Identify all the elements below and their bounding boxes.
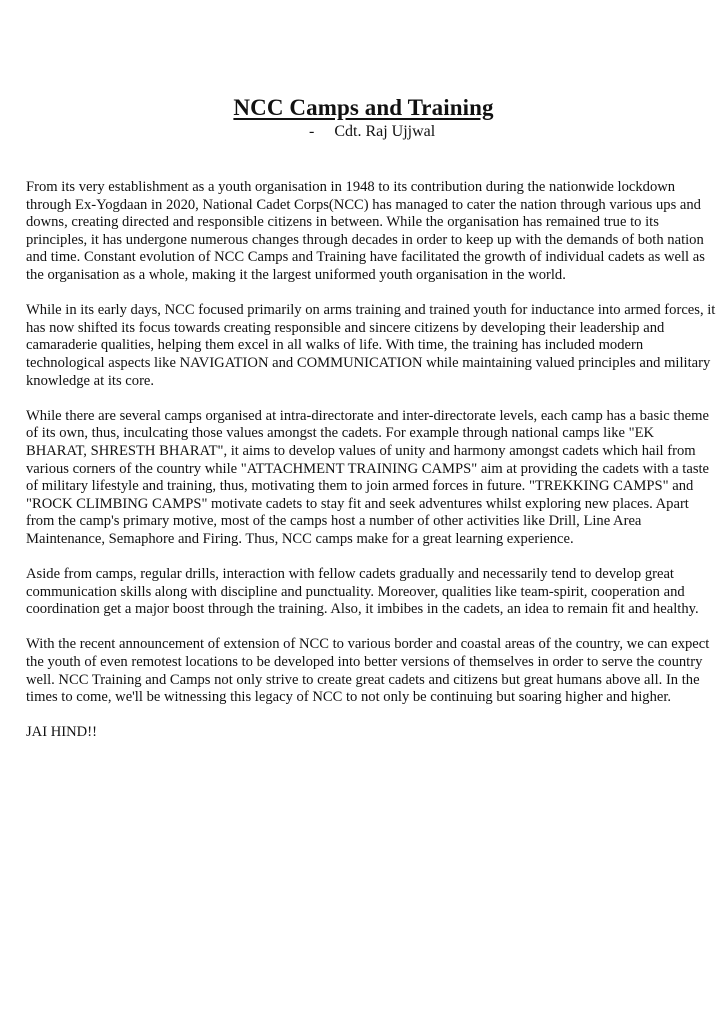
paragraph-drills: Aside from camps, regular drills, interaction with fellow cadets gradually and necessarily tend to develop great communication skills along with discipline and punctuality. Moreover, qualities like team-spirit, cooperation and coordination get a major boost through the training. Also, it imbibes in the cadets, an idea to remain fit and healthy. <box>26 566 699 618</box>
paragraph-intro: From its very establishment as a youth organisation in 1948 to its contribution during the nationwide lockdown through Ex-Yogdaan in 2020, National Cadet Corps(NCC) has managed to cater the nation through various ups and downs, creating directed and responsible citizens in between. While the organisation has remained true to its principles, it has undergone numerous changes through decades in order to keep up with the demands of both nation and time. Constant evolution of NCC Camps and Training have facilitated the growth of individual cadets as well as the organisation as a whole, making it the largest uniformed youth organisation in the world. <box>26 179 705 283</box>
document-title: NCC Camps and Training <box>233 95 494 120</box>
paragraph-extension: With the recent announcement of extension of NCC to various border and coastal areas of the country, we can expect the youth of even remotest locations to be developed into better versions of themselves in order to serve the country well. NCC Training and Camps not only strive to create great cadets and citizens but great humans above all. In the times to come, we'll be witnessing this legacy of NCC to not only be continuing but soaring higher and higher. <box>26 636 710 706</box>
closing-line: JAI HIND!! <box>26 724 97 741</box>
document-body <box>26 179 716 760</box>
paragraph-early-days: While in its early days, NCC focused primarily on arms training and trained youth for inductance into armed forces, it has now shifted its focus towards creating responsible and sincere citizens by developing their leadership and camaraderie qualities, helping them excel in all walks of life. With time, the training has included modern technological aspects like NAVIGATION and COMMUNICATION while maintaining valued principles and military knowledge at its core. <box>26 302 716 389</box>
paragraph-camps: While there are several camps organised at intra-directorate and inter-directorate levels, each camp has a basic theme of its own, thus, inculcating those values amongst the cadets. For example through national camps like "EK BHARAT, SHRESTH BHARAT", it aims to develop values of unity and harmony amongst cadets which hail from various corners of the country while "ATTACHMENT TRAINING CAMPS" aim at providing the cadets with a taste of military lifestyle and training, thus, motivating them to join armed forces in future. "TREKKING CAMPS" and "ROCK CLIMBING CAMPS" motivate cadets to stay fit and seek adventures whilst exploring new places. Apart from the camp's primary motive, most of the camps host a number of other activities like Drill, Line Area Maintenance, Semaphore and Firing. Thus, NCC camps make for a great learning experience. <box>26 407 710 547</box>
author-byline: - Cdt. Raj Ujjwal <box>309 123 436 140</box>
